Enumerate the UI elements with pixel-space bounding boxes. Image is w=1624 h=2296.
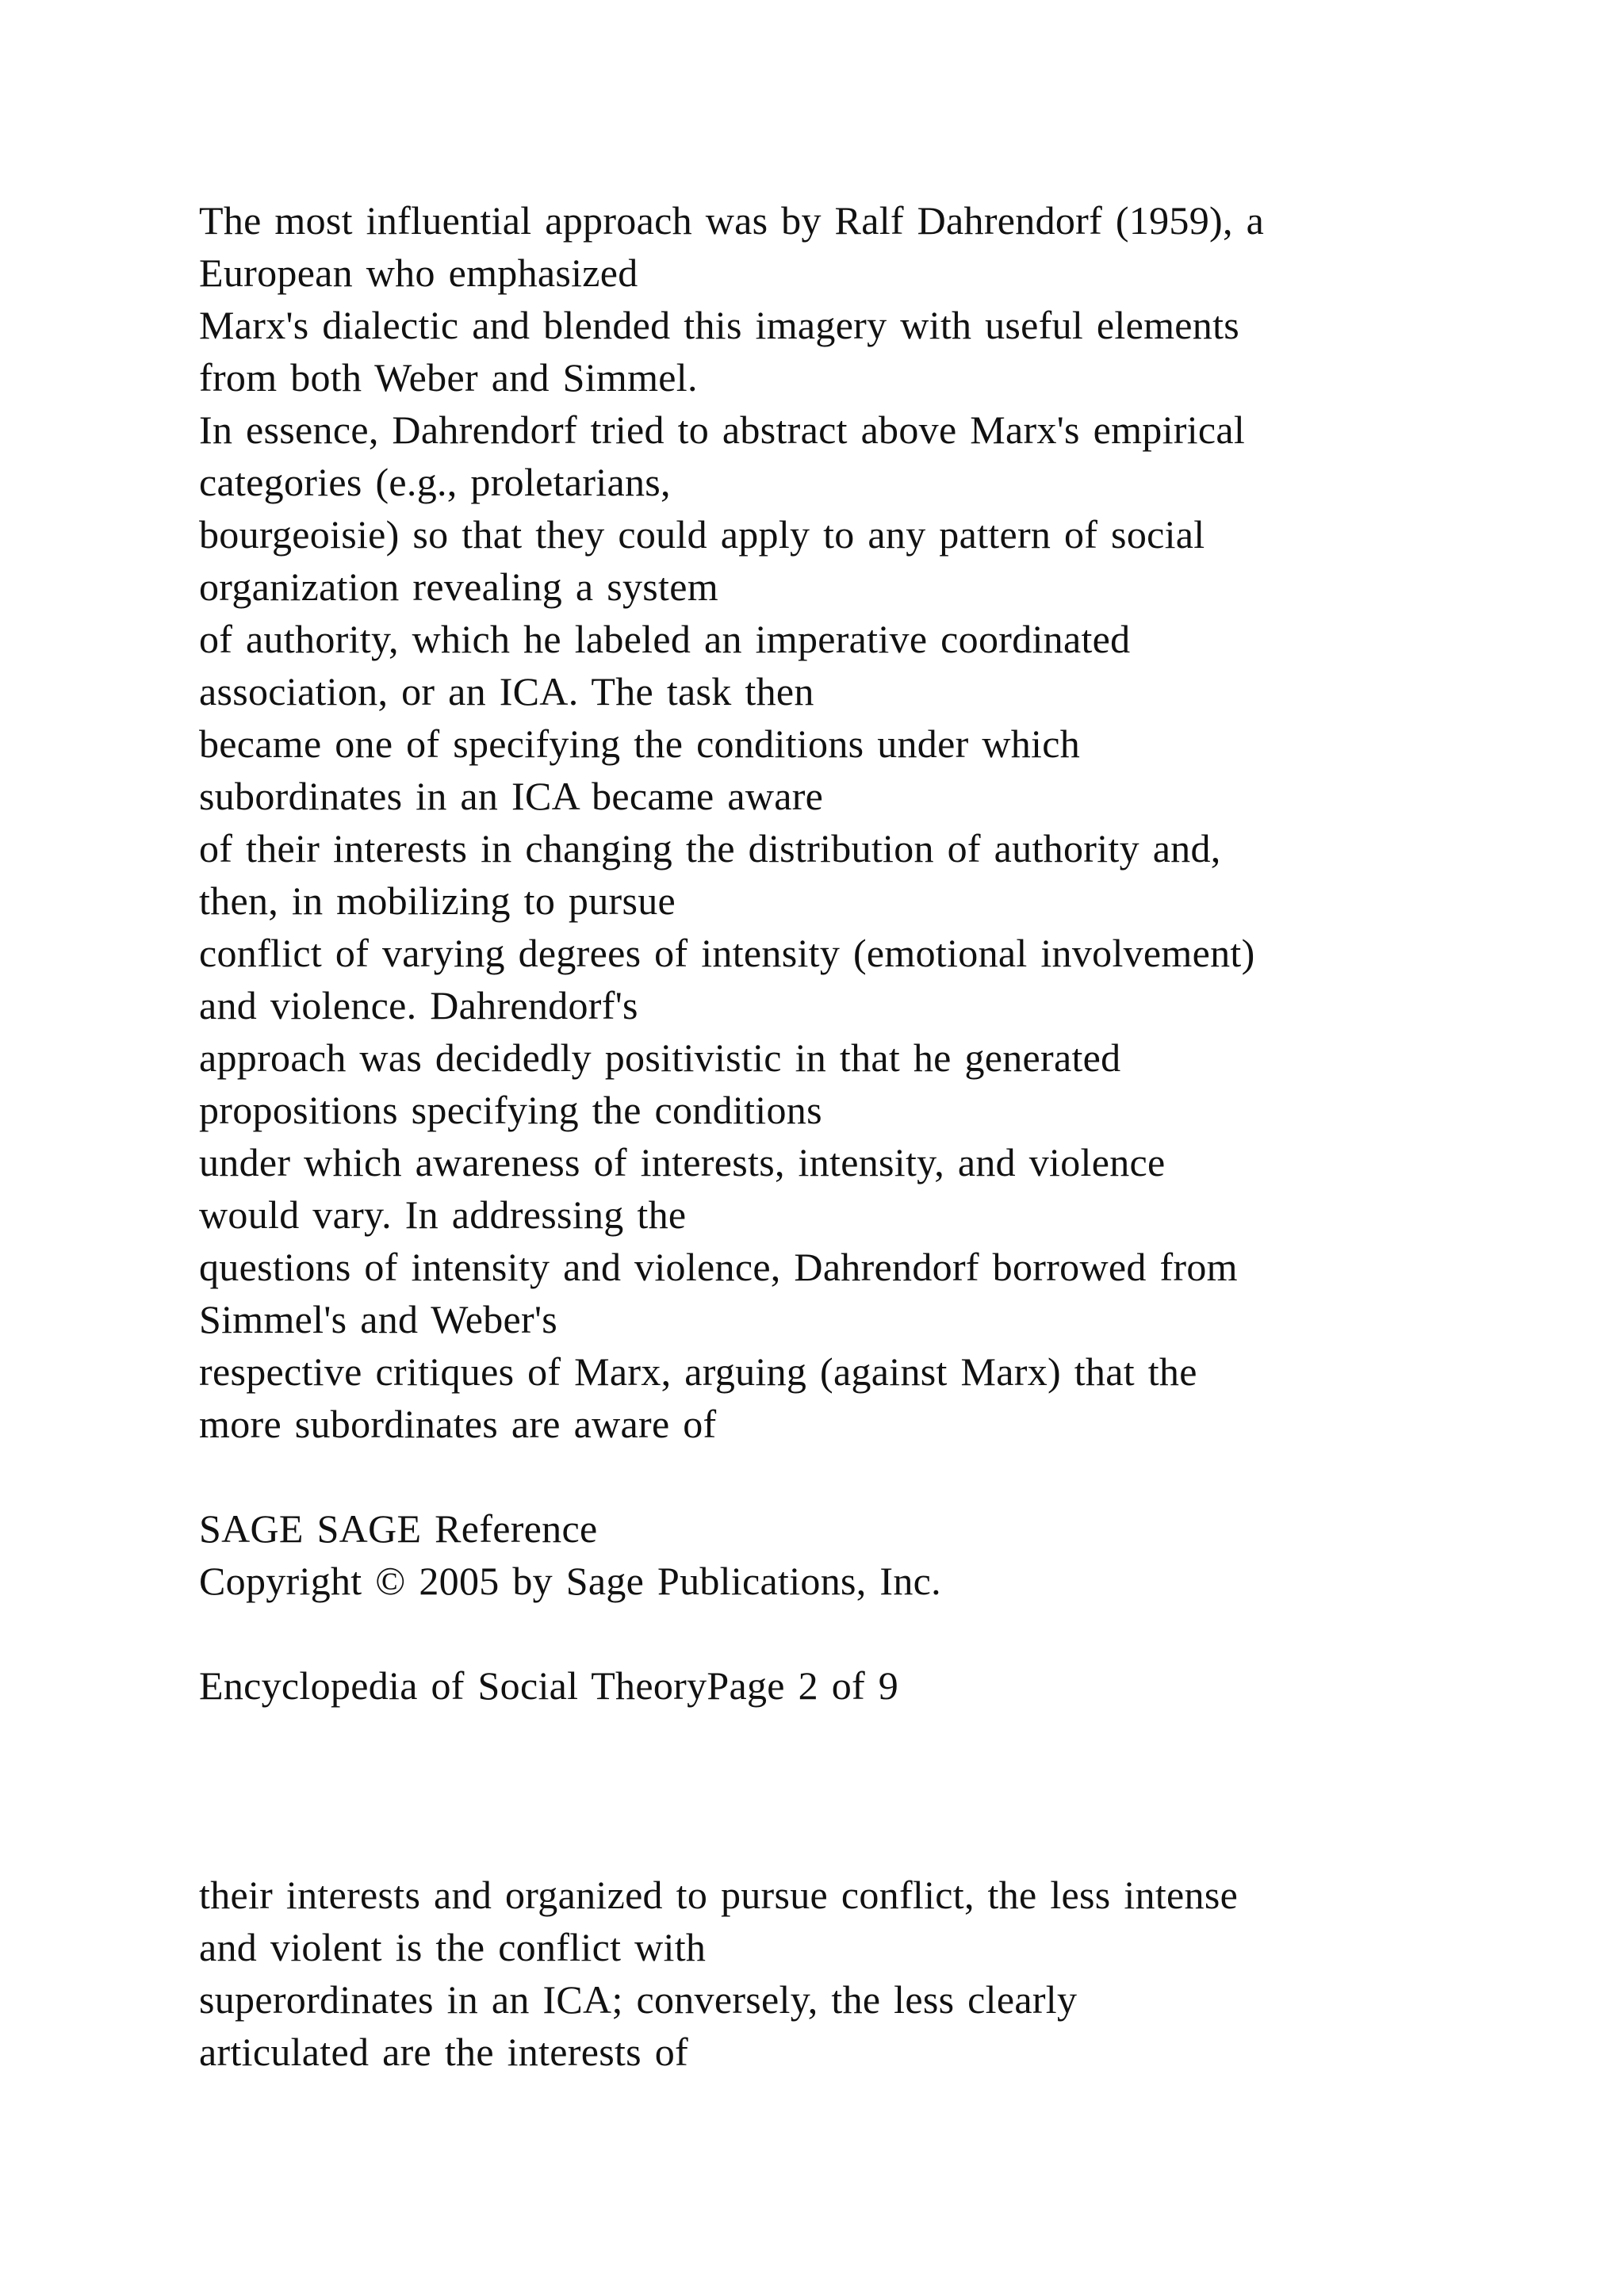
- body-line: propositions specifying the conditions: [199, 1088, 822, 1132]
- body-line: approach was decidedly positivistic in that he generated: [199, 1035, 1121, 1080]
- body-line: Marx's dialectic and blended this imagery with useful elements: [199, 303, 1240, 347]
- body-line: In essence, Dahrendorf tried to abstract above Marx's empirical: [199, 408, 1246, 452]
- body-line: questions of intensity and violence, Dahrendorf borrowed from: [199, 1245, 1238, 1289]
- body-line: superordinates in an ICA; conversely, the less clearly: [199, 1977, 1078, 2022]
- body-line: Simmel's and Weber's: [199, 1297, 558, 1341]
- body-line: conflict of varying degrees of intensity (emotional involvement): [199, 931, 1255, 975]
- body-line: of authority, which he labeled an imperative coordinated: [199, 617, 1131, 661]
- body-line: European who emphasized: [199, 251, 638, 295]
- body-line: association, or an ICA. The task then: [199, 669, 814, 714]
- copyright-line: Copyright © 2005 by Sage Publications, Inc.: [199, 1559, 941, 1603]
- body-line: organization revealing a system: [199, 564, 718, 609]
- page-info-line: Encyclopedia of Social TheoryPage 2 of 9: [199, 1663, 899, 1708]
- body-line: more subordinates are aware of: [199, 1402, 717, 1446]
- body-line: and violent is the conflict with: [199, 1925, 707, 1969]
- publisher-line: SAGE SAGE Reference: [199, 1506, 598, 1551]
- body-line: categories (e.g., proletarians,: [199, 460, 671, 504]
- body-line: their interests and organized to pursue conflict, the less intense: [199, 1873, 1239, 1917]
- body-line: bourgeoisie) so that they could apply to any pattern of social: [199, 512, 1205, 557]
- body-line: then, in mobilizing to pursue: [199, 878, 676, 923]
- body-line: under which awareness of interests, intensity, and violence: [199, 1140, 1166, 1184]
- body-line: The most influential approach was by Ralf Dahrendorf (1959), a: [199, 198, 1265, 243]
- body-line: subordinates in an ICA became aware: [199, 774, 824, 818]
- body-line: from both Weber and Simmel.: [199, 355, 698, 400]
- body-line: respective critiques of Marx, arguing (against Marx) that the: [199, 1349, 1197, 1394]
- body-line: and violence. Dahrendorf's: [199, 983, 638, 1027]
- body-line: articulated are the interests of: [199, 2030, 688, 2074]
- body-line: of their interests in changing the distribution of authority and,: [199, 826, 1221, 871]
- body-line: became one of specifying the conditions under which: [199, 721, 1081, 766]
- body-line: would vary. In addressing the: [199, 1192, 687, 1237]
